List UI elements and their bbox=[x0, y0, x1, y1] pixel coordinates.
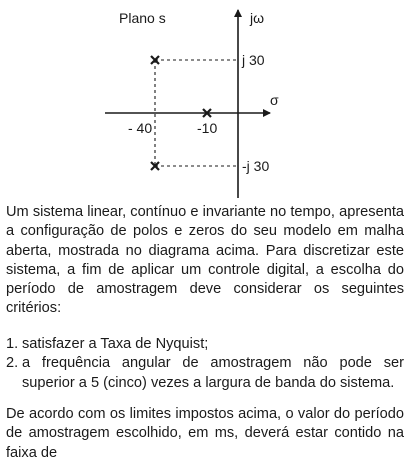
plane-label: Plano s bbox=[119, 10, 166, 26]
criteria-item bbox=[6, 354, 404, 393]
tick-label-neg-imag: -j 30 bbox=[242, 158, 270, 174]
question-prompt: De acordo com os limites impostos acima, o valor do período de amostragem escolhido, em ms, deverá estar contido na faixa de bbox=[6, 406, 404, 461]
tick-label-pos-imag: j 30 bbox=[242, 52, 265, 68]
criteria-item bbox=[6, 335, 404, 354]
tick-label-real-b: -10 bbox=[197, 120, 218, 136]
pole-zero-diagram bbox=[0, 0, 412, 200]
imag-axis-label: jω bbox=[250, 10, 265, 26]
criteria-list bbox=[6, 335, 404, 393]
criteria-text: satisfazer a Taxa de Nyquist; bbox=[22, 336, 209, 352]
tick-label-real-a: - 40 bbox=[128, 120, 153, 136]
criteria-number: 1. bbox=[6, 336, 19, 352]
criteria-text: a frequência angular de amostragem não pode ser superior a 5 (cinco) vezes a largura de banda do sistema. bbox=[22, 355, 404, 391]
criteria-number: 2. bbox=[6, 355, 19, 372]
real-axis-label: σ bbox=[270, 92, 279, 108]
problem-statement: Um sistema linear, contínuo e invariante no tempo, apresenta a configuração de polos e zeros do seu modelo em malha aberta, mostrada no diagrama acima. Para discretizar este sistema, a fim de aplicar um controle digital, a escolha do período de amostragem deve considerar os seguintes critérios: bbox=[6, 204, 404, 317]
